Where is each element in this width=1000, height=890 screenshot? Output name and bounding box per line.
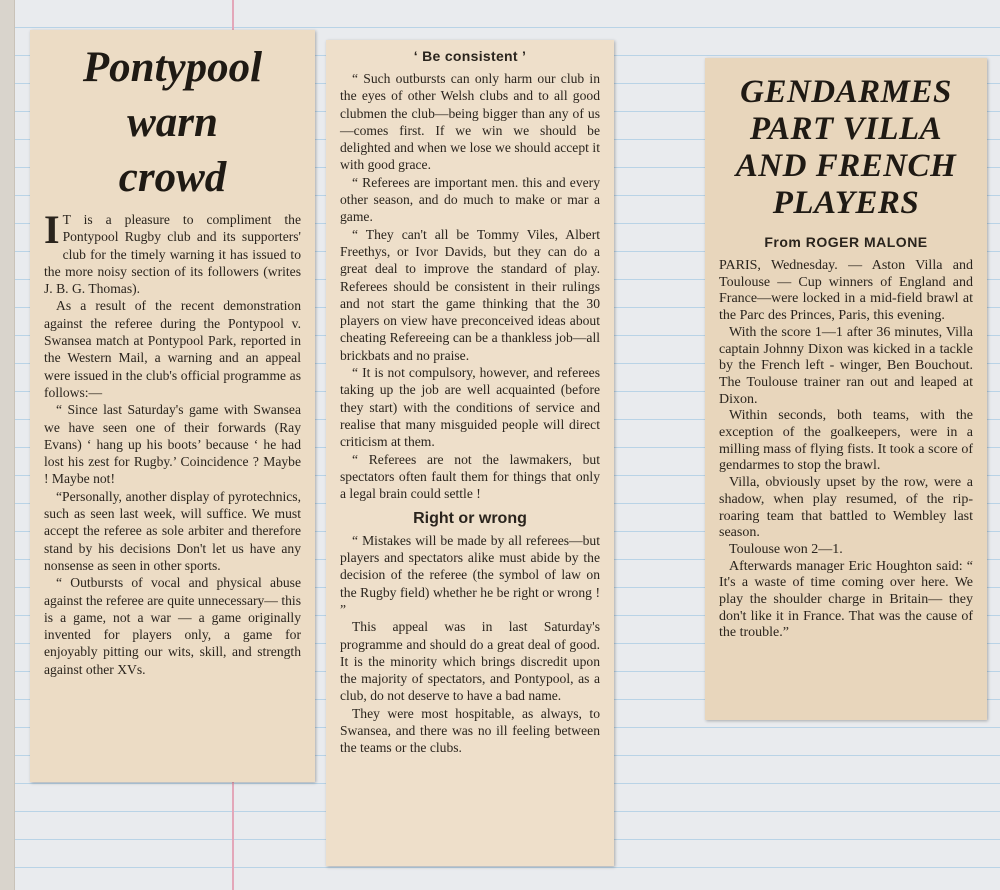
article-paragraph: I T is a pleasure to compliment the Pontypool Rugby club and its supporters' club for the timely warning it has issued to the more noisy section of its followers (writes J. B. G. Thomas).: [44, 207, 301, 297]
article-paragraph: “ Outbursts of vocal and physical abuse against the referee are quite unnecessary— this is a game, not a war — a game originally invented for players only, a game for enjoyably pitting our wits, skill, and strength against other XVs.: [44, 575, 301, 677]
clipping-be-consistent: [326, 40, 614, 866]
article-body: [705, 258, 987, 642]
article-body: [30, 205, 315, 678]
article-paragraph: This appeal was in last Saturday's programme and should do a great deal of good. It is the minority which brings discredit upon the majority of spectators, and Pontypool, as a club, do not deserve to have a bad name.: [340, 619, 600, 704]
article-paragraph: “ Since last Saturday's game with Swansea we have seen one of their forwards (Ray Evans) ‘ hang up his boots’ because ‘ he had lost his zest for Rugby.’ Coincidence ? Maybe ! Maybe not!: [44, 402, 301, 487]
article-paragraph: As a result of the recent demonstration against the referee during the Pontypool v. Swansea match at Pontypool Park, reported in the Western Mail, a warning and an appeal were issued in the club's official programme as follows:—: [44, 298, 301, 400]
headline-pontypool: [30, 30, 315, 205]
drop-cap: I: [44, 207, 60, 252]
article-paragraph: They were most hospitable, as always, to Swansea, and there was no ill feeling between the teams or the clubs.: [340, 705, 600, 756]
clipping-pontypool-warn-crowd: [30, 30, 315, 782]
byline: From ROGER MALONE: [764, 234, 928, 250]
scrapbook-spine: [0, 0, 15, 890]
headline-line: crowd: [118, 154, 227, 201]
article-paragraph: Afterwards manager Eric Houghton said: “ It's a waste of time coming over here. We play the shoulder charge in Britain— they don't like it in France. That was the cause of the trouble.”: [719, 558, 973, 641]
headline-line: Pontypool: [82, 44, 263, 91]
article-paragraph: Toulouse won 2—1.: [729, 541, 843, 557]
clipping-gendarmes: [705, 58, 987, 720]
article-paragraph: “ Referees are not the lawmakers, but spectators often fault them for things that only a legal brain could settle !: [340, 451, 600, 502]
headline-line: PLAYERS: [772, 185, 920, 221]
article-paragraph: “ Referees are important men. this and every other season, and do much to make or mar a game.: [340, 174, 600, 225]
article-paragraph: “ It is not compulsory, however, and referees taking up the job are well acquainted (before they start) with the conditions of service and realise that many misguided people will direct criticism at them.: [340, 365, 600, 450]
article-paragraph: “ They can't all be Tommy Viles, Albert Freethys, or Ivor Davids, but they can do a great deal to improve the standard of play. Referees should be consistent in their rulings and not start the game thinking that the 30 players on view have preconceived ideas about cheating Refereeing can be a thankless job—all brickbats and no praise.: [340, 226, 600, 363]
article-paragraph: PARIS, Wednesday. — Aston Villa and Toulouse — Cup winners of England and France—were locked in a mid-field brawl at the Parc des Princes, Paris, this evening.: [719, 258, 973, 324]
headline-line: AND FRENCH: [735, 148, 957, 184]
headline-gendarmes: [705, 58, 987, 222]
article-body: [326, 64, 614, 757]
article-paragraph: Villa, obviously upset by the row, were a shadow, when play resumed, of the rip-roaring team that battled to Wembley last season.: [719, 475, 973, 541]
subhead-right-or-wrong: Right or wrong: [413, 510, 527, 528]
article-paragraph: Within seconds, both teams, with the exception of the goalkeepers, were in a milling mass of flying fists. It took a score of gendarmes to stop the brawl.: [719, 408, 973, 474]
subhead-be-consistent: ‘ Be consistent ’: [413, 48, 527, 64]
headline-line: warn: [127, 99, 218, 146]
article-paragraph: “Personally, another display of pyrotechnics, such as seen last week, will suffice. We must accept the referee as sole arbiter and therefore stand by his decisions Don't let us have any nonsense as seen in other sports.: [44, 488, 301, 573]
article-paragraph: “ Such outbursts can only harm our club in the eyes of other Welsh clubs and to all good clubmen the club—being bigger than any of us—comes first. If we win we should be delighted and when we lose we should accept it with good grace.: [340, 71, 600, 173]
article-paragraph: With the score 1—1 after 36 minutes, Villa captain Johnny Dixon was kicked in a tackle by the French left - winger, Ben Bouchout. The Toulouse trainer ran out and leaped at Dixon.: [719, 324, 973, 407]
headline-line: GENDARMES: [740, 74, 952, 110]
headline-line: PART VILLA: [749, 111, 943, 147]
article-paragraph: “ Mistakes will be made by all referees—but players and spectators alike must abide by the decision of the referee (the symbol of law on the Rugby field) whether he be right or wrong ! ”: [340, 532, 600, 617]
